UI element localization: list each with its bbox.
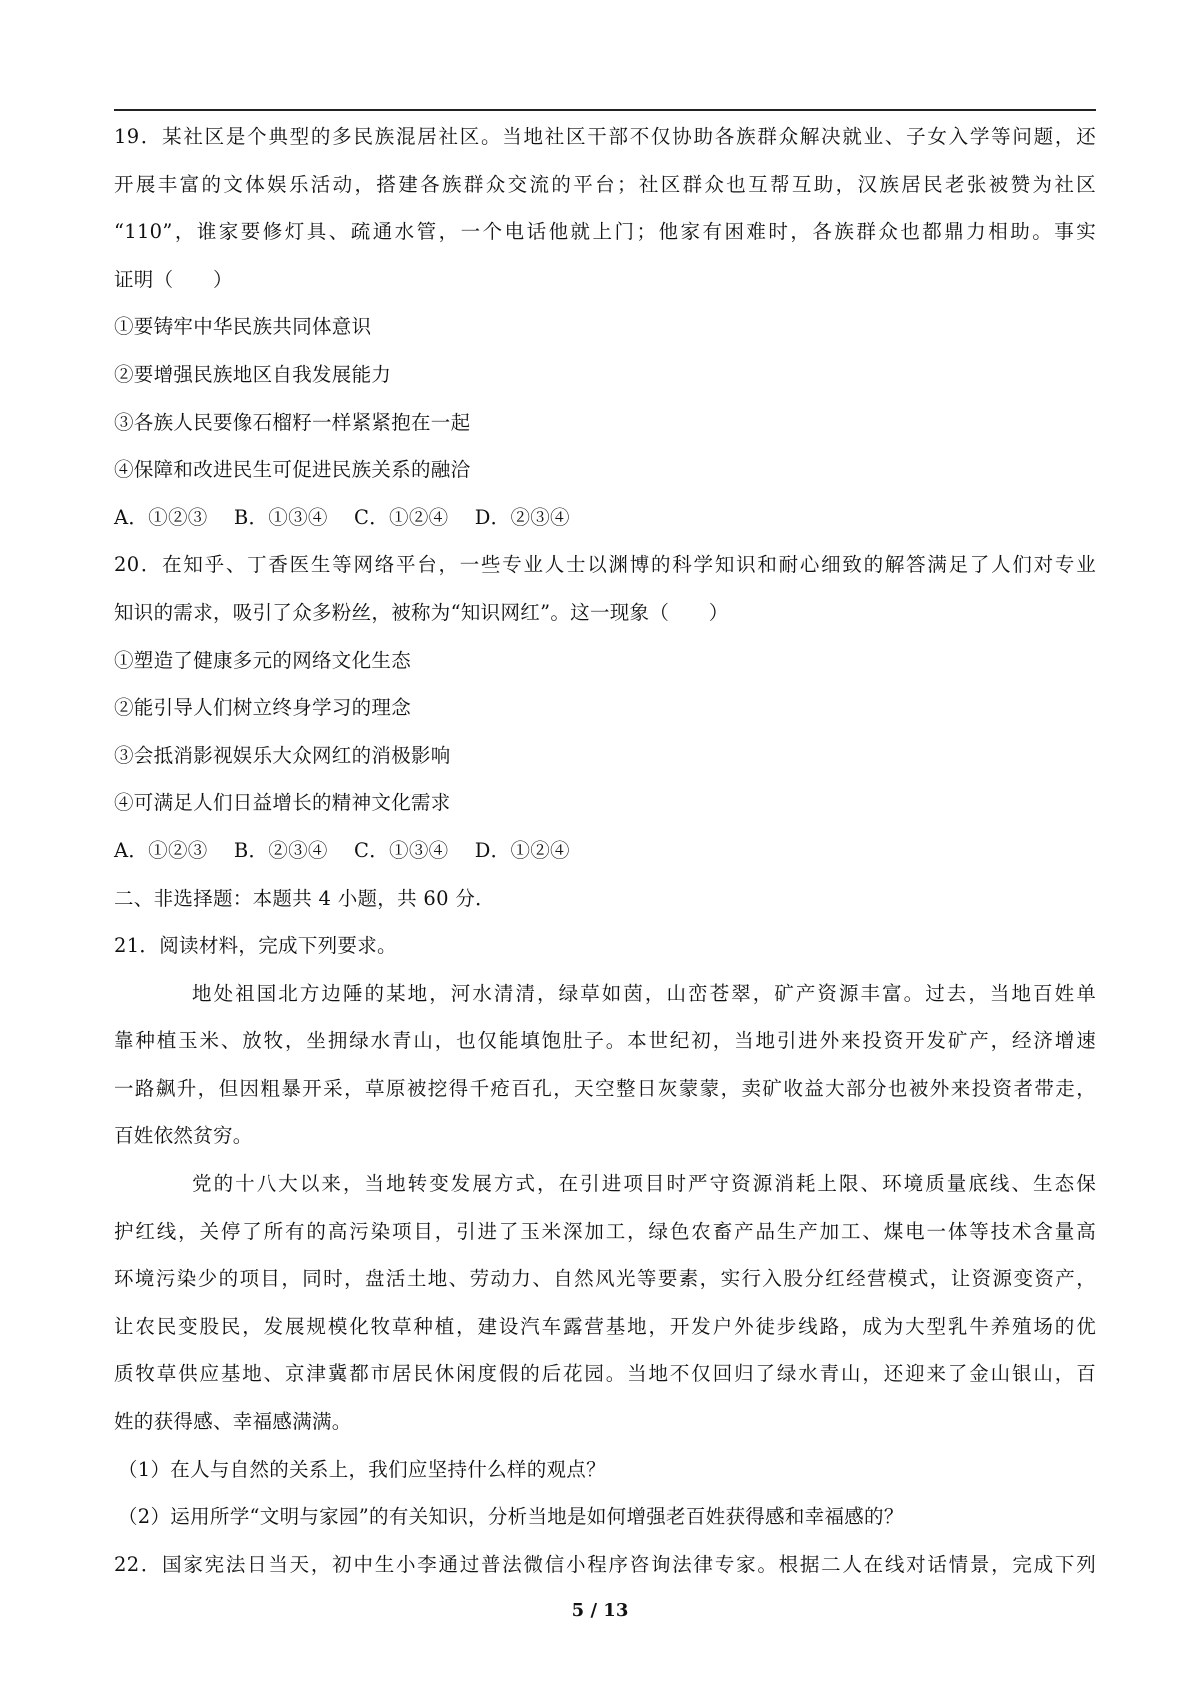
q20-line-2: 知识的需求，吸引了众多粉丝，被称为“知识网红”。这一现象（ ）	[114, 600, 729, 624]
q19-line-3: “110”，谁家要修灯具、疏通水管，一个电话他就上门；他家有困难时，各族群众也都鼎力相助。事实	[114, 220, 1096, 244]
q20-statement-4: ④可满足人们日益增长的精神文化需求	[114, 791, 451, 815]
q19-statement-1: ①要铸牢中华民族共同体意识	[114, 315, 372, 339]
q21-para2-line-2: 护红线，关停了所有的高污染项目，引进了玉米深加工，绿色农畜产品生产加工、煤电一体等技术含量高	[114, 1219, 1096, 1243]
q21-para2-line-3: 环境污染少的项目，同时，盘活土地、劳动力、自然风光等要素，实行入股分红经营模式，让资源变资产，	[114, 1267, 1096, 1291]
page-number: 5 / 13	[571, 1600, 629, 1621]
q20-statement-1: ①塑造了健康多元的网络文化生态	[114, 648, 412, 672]
q21-para2-line-6: 姓的获得感、幸福感满满。	[114, 1410, 352, 1434]
q21-para1-line-3: 一路飙升，但因粗暴开采，草原被挖得千疮百孔，天空整日灰蒙蒙，卖矿收益大部分也被外来投资者带走，	[114, 1076, 1096, 1100]
q21-para2-line-4: 让农民变股民，发展规模化牧草种植，建设汽车露营基地，开发户外徒步线路，成为大型乳牛养殖场的优	[114, 1314, 1096, 1338]
q21-para2-line-1: 党的十八大以来，当地转变发展方式，在引进项目时严守资源消耗上限、环境质量底线、生态保	[192, 1172, 1096, 1196]
q19-options: A．①②③ B．①③④ C．①②④ D．②③④	[114, 505, 570, 529]
q21-subquestion-2: （2）运用所学“文明与家园”的有关知识，分析当地是如何增强老百姓获得感和幸福感的？	[118, 1505, 904, 1529]
q19-statement-2: ②要增强民族地区自我发展能力	[114, 362, 392, 386]
q19-line-1: 19．某社区是个典型的多民族混居社区。当地社区干部不仅协助各族群众解决就业、子女入学等问题，还	[114, 125, 1096, 148]
q22-line-1: 22．国家宪法日当天，初中生小李通过普法微信小程序咨询法律专家。根据二人在线对话情景，完成下列	[114, 1552, 1096, 1576]
q20-options: A．①②③ B．②③④ C．①③④ D．①②④	[114, 838, 570, 862]
q20-line-1: 20．在知乎、丁香医生等网络平台，一些专业人士以渊博的科学知识和耐心细致的解答满足了人们对专业	[114, 553, 1096, 577]
q21-subquestion-1: （1）在人与自然的关系上，我们应坚持什么样的观点？	[118, 1457, 606, 1481]
section-2-heading: 二、非选择题：本题共 4 小题，共 60 分．	[114, 886, 495, 910]
q20-statement-2: ②能引导人们树立终身学习的理念	[114, 696, 412, 720]
page-content	[114, 113, 1096, 1588]
q21-title: 21．阅读材料，完成下列要求。	[114, 934, 397, 958]
q19-line-2: 开展丰富的文体娱乐活动，搭建各族群众交流的平台；社区群众也互帮互助，汉族居民老张被赞为社区	[114, 172, 1096, 196]
q19-statement-3: ③各族人民要像石榴籽一样紧紧抱在一起	[114, 410, 471, 434]
q20-statement-3: ③会抵消影视娱乐大众网红的消极影响	[114, 743, 451, 767]
q21-para1-line-2: 靠种植玉米、放牧，坐拥绿水青山，也仅能填饱肚子。本世纪初，当地引进外来投资开发矿产，经济增速	[114, 1029, 1096, 1053]
q19-line-4: 证明（ ）	[114, 267, 233, 291]
header-rule	[114, 109, 1096, 111]
q21-para1-line-4: 百姓依然贫穷。	[114, 1124, 253, 1148]
q19-statement-4: ④保障和改进民生可促进民族关系的融洽	[114, 458, 471, 482]
q21-para2-line-5: 质牧草供应基地、京津冀都市居民休闲度假的后花园。当地不仅回归了绿水青山，还迎来了金山银山，百	[114, 1362, 1096, 1386]
q21-para1-line-1: 地处祖国北方边陲的某地，河水清清，绿草如茵，山峦苍翠，矿产资源丰富。过去，当地百姓单	[192, 981, 1096, 1005]
